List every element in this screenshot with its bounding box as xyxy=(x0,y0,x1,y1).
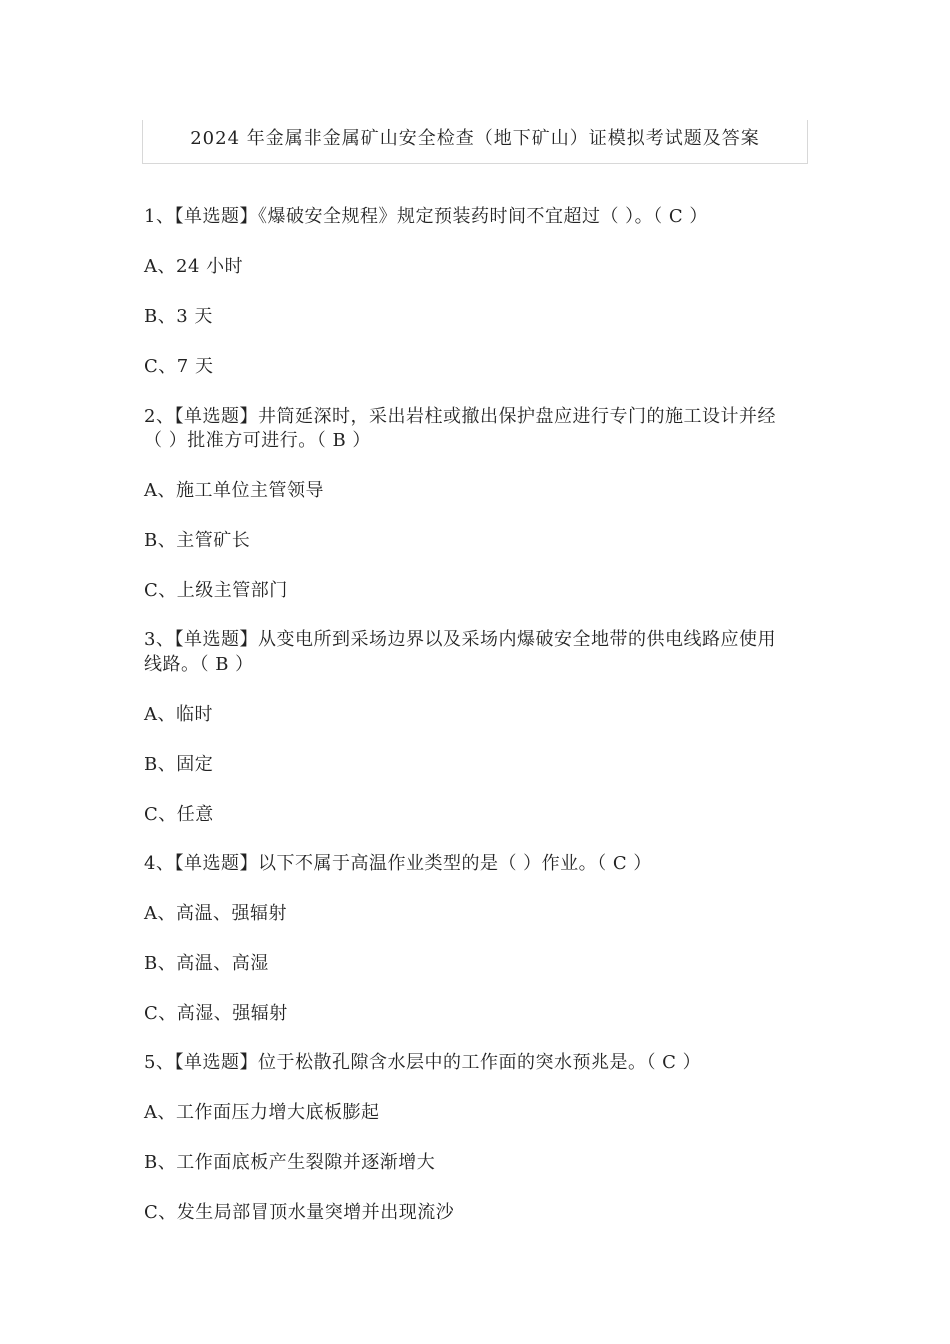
document-title: 2024 年金属非金属矿山安全检查（地下矿山）证模拟考试题及答案 xyxy=(190,128,760,149)
question-2-option-b: B、主管矿长 xyxy=(144,530,251,551)
question-3-option-c: C、任意 xyxy=(144,804,214,825)
question-1-stem: 1、【单选题】《爆破安全规程》规定预装药时间不宜超过（ ）。（ C ） xyxy=(144,206,708,227)
question-2-stem-line-2: （ ）批准方可进行。（ B ） xyxy=(144,430,371,451)
question-5-option-b: B、工作面底板产生裂隙并逐渐增大 xyxy=(144,1152,436,1173)
question-1-option-a: A、24 小时 xyxy=(144,256,244,277)
question-3-stem-line-2: 线路。（ B ） xyxy=(144,654,254,675)
question-2-option-a: A、施工单位主管领导 xyxy=(144,480,324,501)
question-1-option-c: C、7 天 xyxy=(144,356,214,377)
question-4-option-a: A、高温、强辐射 xyxy=(144,903,287,924)
question-4-option-b: B、高温、高湿 xyxy=(144,953,269,974)
question-4-option-c: C、高湿、强辐射 xyxy=(144,1003,288,1024)
question-5-option-c: C、发生局部冒顶水量突增并出现流沙 xyxy=(144,1202,455,1223)
question-5-option-a: A、工作面压力增大底板膨起 xyxy=(144,1102,380,1123)
question-3-stem-line-1: 3、【单选题】从变电所到采场边界以及采场内爆破安全地带的供电线路应使用 xyxy=(144,629,776,650)
question-2-option-c: C、上级主管部门 xyxy=(144,580,288,601)
title-box xyxy=(142,120,808,164)
question-5-stem: 5、【单选题】位于松散孔隙含水层中的工作面的突水预兆是。（ C ） xyxy=(144,1052,702,1073)
question-3-option-a: A、临时 xyxy=(144,704,213,725)
question-3-option-b: B、固定 xyxy=(144,754,214,775)
question-2-stem-line-1: 2、【单选题】井筒延深时，采出岩柱或撤出保护盘应进行专门的施工设计并经 xyxy=(144,406,776,427)
question-1-option-b: B、3 天 xyxy=(144,306,213,327)
question-4-stem: 4、【单选题】以下不属于高温作业类型的是（ ）作业。（ C ） xyxy=(144,853,652,874)
